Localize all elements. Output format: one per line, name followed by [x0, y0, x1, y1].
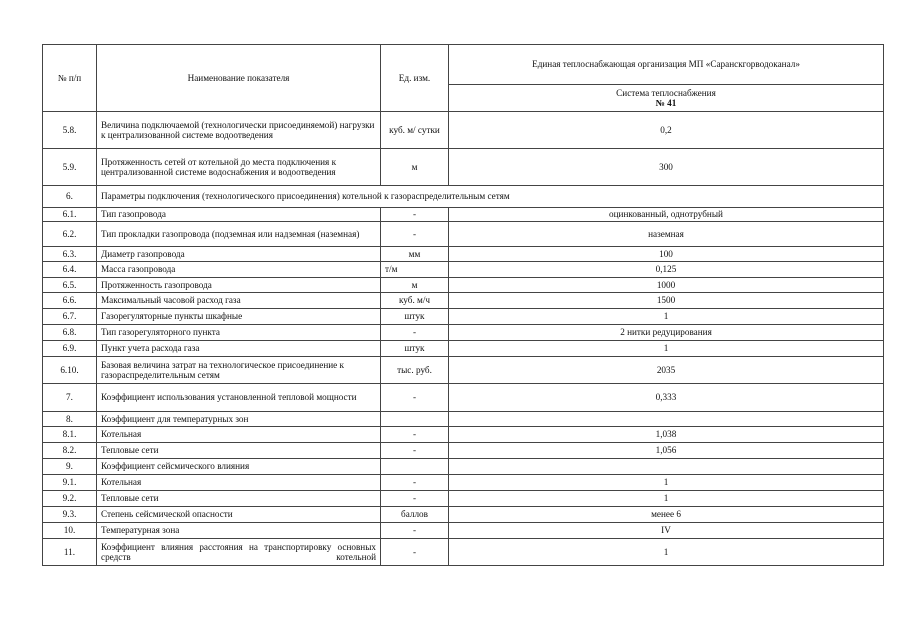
section-row — [43, 186, 884, 208]
row-unit: - — [381, 475, 449, 491]
row-num: 9.3. — [43, 507, 97, 523]
row-num: 5.8. — [43, 112, 97, 149]
row-value: 1500 — [449, 293, 884, 309]
table-row — [43, 357, 884, 384]
row-unit: т/м — [381, 262, 449, 278]
table-row — [43, 278, 884, 293]
header-row — [43, 45, 884, 85]
row-unit: - — [381, 523, 449, 539]
row-name: Коэффициент для температурных зон — [97, 412, 381, 427]
table-row — [43, 412, 884, 427]
row-value: оцинкованный, однотрубный — [449, 208, 884, 222]
row-num: 5.9. — [43, 149, 97, 186]
row-num: 9.2. — [43, 491, 97, 507]
row-unit: - — [381, 443, 449, 459]
row-num: 11. — [43, 539, 97, 566]
row-value: 2 нитки редуцирования — [449, 325, 884, 341]
row-unit: штук — [381, 309, 449, 325]
row-value: 1 — [449, 539, 884, 566]
row-num: 6.7. — [43, 309, 97, 325]
header-system — [449, 85, 884, 112]
row-unit: - — [381, 539, 449, 566]
row-name: Коэффициент сейсмического влияния — [97, 459, 381, 475]
table-row — [43, 491, 884, 507]
header-org: Единая теплоснабжающая организация МП «Саранскгорводоканал» — [449, 45, 884, 85]
row-value — [449, 412, 884, 427]
row-value: 0,125 — [449, 262, 884, 278]
header-system-number: № 41 — [655, 98, 677, 108]
table-row — [43, 507, 884, 523]
row-name: Величина подключаемой (технологически присоединяемой) нагрузки к централизованной системе водоотведения — [97, 112, 381, 149]
row-unit: куб. м/ сутки — [381, 112, 449, 149]
row-name: Газорегуляторные пункты шкафные — [97, 309, 381, 325]
row-num: 6.6. — [43, 293, 97, 309]
row-num: 6.10. — [43, 357, 97, 384]
row-unit: - — [381, 427, 449, 443]
row-name: Пункт учета расхода газа — [97, 341, 381, 357]
table-row — [43, 459, 884, 475]
row-value: 1000 — [449, 278, 884, 293]
row-value: 1 — [449, 309, 884, 325]
row-num: 8.1. — [43, 427, 97, 443]
table-row — [43, 443, 884, 459]
row-value: IV — [449, 523, 884, 539]
row-unit: - — [381, 384, 449, 412]
row-name: Коэффициент использования установленной тепловой мощности — [97, 384, 381, 412]
row-unit: тыс. руб. — [381, 357, 449, 384]
row-name: Тепловые сети — [97, 443, 381, 459]
table-row — [43, 247, 884, 262]
row-num: 7. — [43, 384, 97, 412]
row-unit: м — [381, 149, 449, 186]
header-unit: Ед. изм. — [381, 45, 449, 112]
row-name: Котельная — [97, 427, 381, 443]
row-value: 300 — [449, 149, 884, 186]
row-name: Диаметр газопровода — [97, 247, 381, 262]
row-num: 6.9. — [43, 341, 97, 357]
row-name: Максимальный часовой расход газа — [97, 293, 381, 309]
row-num: 6.2. — [43, 222, 97, 247]
row-name: Протяженность сетей от котельной до места подключения к централизованной системе водоснабжения и водоотведения — [97, 149, 381, 186]
row-unit: штук — [381, 341, 449, 357]
row-value: наземная — [449, 222, 884, 247]
table-row — [43, 262, 884, 278]
row-unit: - — [381, 491, 449, 507]
table-row — [43, 539, 884, 566]
row-unit — [381, 459, 449, 475]
row-name: Коэффициент влияния расстояния на транспортировку основных средств котельной — [97, 539, 381, 566]
row-name: Тип газорегуляторного пункта — [97, 325, 381, 341]
row-value: 2035 — [449, 357, 884, 384]
table-row — [43, 325, 884, 341]
row-unit — [381, 412, 449, 427]
row-name: Температурная зона — [97, 523, 381, 539]
row-name: Тип прокладки газопровода (подземная или надземная (наземная) — [97, 222, 381, 247]
row-unit: - — [381, 325, 449, 341]
row-value: 1,056 — [449, 443, 884, 459]
table-row — [43, 222, 884, 247]
table-row — [43, 112, 884, 149]
row-num: 10. — [43, 523, 97, 539]
row-value — [449, 459, 884, 475]
row-value: 0,2 — [449, 112, 884, 149]
row-num: 6. — [43, 186, 97, 208]
table-row — [43, 309, 884, 325]
row-name: Котельная — [97, 475, 381, 491]
table-row — [43, 384, 884, 412]
table-row — [43, 475, 884, 491]
row-num: 6.5. — [43, 278, 97, 293]
row-num: 6.8. — [43, 325, 97, 341]
header-system-label: Система теплоснабжения — [616, 87, 716, 98]
row-name: Протяженность газопровода — [97, 278, 381, 293]
row-num: 9.1. — [43, 475, 97, 491]
row-unit: баллов — [381, 507, 449, 523]
row-value: 100 — [449, 247, 884, 262]
row-unit: куб. м/ч — [381, 293, 449, 309]
section-title: Параметры подключения (технологического присоединения) котельной к газораспределительным сетям — [97, 186, 884, 208]
table-row — [43, 293, 884, 309]
table-row — [43, 341, 884, 357]
row-name: Тепловые сети — [97, 491, 381, 507]
row-unit: м — [381, 278, 449, 293]
header-num: № п/п — [43, 45, 97, 112]
row-value: менее 6 — [449, 507, 884, 523]
table-row — [43, 427, 884, 443]
table-row — [43, 149, 884, 186]
row-name: Тип газопровода — [97, 208, 381, 222]
row-num: 6.1. — [43, 208, 97, 222]
row-num: 9. — [43, 459, 97, 475]
row-value: 1,038 — [449, 427, 884, 443]
row-name: Масса газопровода — [97, 262, 381, 278]
row-value: 1 — [449, 341, 884, 357]
row-num: 6.4. — [43, 262, 97, 278]
indicators-table — [42, 44, 884, 566]
row-name: Базовая величина затрат на технологическое присоединение к газораспределительным сетям — [97, 357, 381, 384]
header-name: Наименование показателя — [97, 45, 381, 112]
row-value: 0,333 — [449, 384, 884, 412]
row-value: 1 — [449, 491, 884, 507]
row-num: 6.3. — [43, 247, 97, 262]
row-unit: мм — [381, 247, 449, 262]
row-num: 8.2. — [43, 443, 97, 459]
table-row — [43, 523, 884, 539]
row-num: 8. — [43, 412, 97, 427]
row-unit: - — [381, 208, 449, 222]
row-value: 1 — [449, 475, 884, 491]
table-row — [43, 208, 884, 222]
row-name: Степень сейсмической опасности — [97, 507, 381, 523]
row-unit: - — [381, 222, 449, 247]
